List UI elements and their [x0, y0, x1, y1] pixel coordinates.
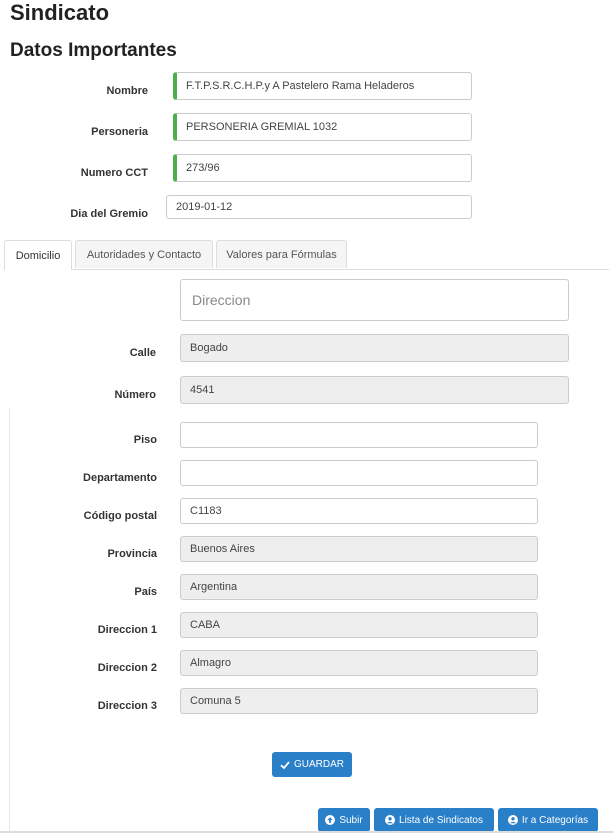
- subir-label: Subir: [339, 814, 363, 826]
- tab-autoridades[interactable]: Autoridades y Contacto: [75, 240, 213, 268]
- numero-label: Número: [114, 389, 156, 401]
- calle-field[interactable]: Bogado: [180, 334, 569, 362]
- direccion1-field[interactable]: CABA: [180, 612, 538, 638]
- pais-field[interactable]: Argentina: [180, 574, 538, 600]
- lista-sindicatos-button[interactable]: [374, 808, 494, 832]
- check-icon: [280, 760, 290, 770]
- arrow-up-circle-icon: [325, 815, 335, 825]
- cct-field[interactable]: 273/96: [173, 154, 472, 182]
- calle-label: Calle: [129, 347, 156, 359]
- page-title: Sindicato: [10, 0, 110, 25]
- user-circle-icon: [508, 815, 518, 825]
- codigo-postal-field[interactable]: C1183: [180, 498, 538, 524]
- numero-field[interactable]: 4541: [180, 376, 569, 404]
- cct-label: Numero CCT: [80, 167, 148, 179]
- dia-gremio-field[interactable]: 2019-01-12: [166, 195, 472, 219]
- tab-valores[interactable]: Valores para Fórmulas: [216, 240, 347, 268]
- departamento-field[interactable]: [180, 460, 538, 486]
- direccion-search-input[interactable]: [180, 279, 569, 321]
- direccion2-label: Direccion 2: [97, 662, 157, 674]
- guardar-label: GUARDAR: [293, 759, 344, 770]
- section-title: Datos Importantes: [10, 40, 177, 61]
- provincia-label: Provincia: [107, 548, 157, 560]
- direccion3-label: Direccion 3: [97, 700, 157, 712]
- pais-label: País: [134, 586, 157, 598]
- provincia-field[interactable]: Buenos Aires: [180, 536, 538, 562]
- personeria-label: Personeria: [91, 126, 148, 138]
- departamento-label: Departamento: [83, 472, 157, 484]
- direccion3-field[interactable]: Comuna 5: [180, 688, 538, 714]
- lista-sindicatos-label: Lista de Sindicatos: [399, 814, 483, 826]
- dia-gremio-label: Dia del Gremio: [70, 208, 148, 220]
- nombre-field[interactable]: F.T.P.S.R.C.H.P.y A Pastelero Rama Heladeros: [173, 72, 472, 100]
- piso-label: Piso: [133, 434, 157, 446]
- direccion1-label: Direccion 1: [97, 624, 157, 636]
- user-circle-icon: [385, 815, 395, 825]
- piso-field[interactable]: [180, 422, 538, 448]
- ir-categorias-button[interactable]: [498, 808, 598, 832]
- personeria-field[interactable]: PERSONERIA GREMIAL 1032: [173, 113, 472, 141]
- direccion-placeholder: Direccion: [192, 292, 251, 308]
- tab-bar: [4, 240, 609, 270]
- direccion2-field[interactable]: Almagro: [180, 650, 538, 676]
- ir-categorias-label: Ir a Categorías: [521, 814, 589, 826]
- guardar-button[interactable]: [272, 752, 352, 777]
- tab-domicilio[interactable]: Domicilio: [4, 240, 72, 270]
- codigo-postal-label: Código postal: [83, 510, 157, 522]
- divider: [9, 408, 10, 833]
- subir-button[interactable]: [318, 808, 370, 832]
- nombre-label: Nombre: [106, 85, 148, 97]
